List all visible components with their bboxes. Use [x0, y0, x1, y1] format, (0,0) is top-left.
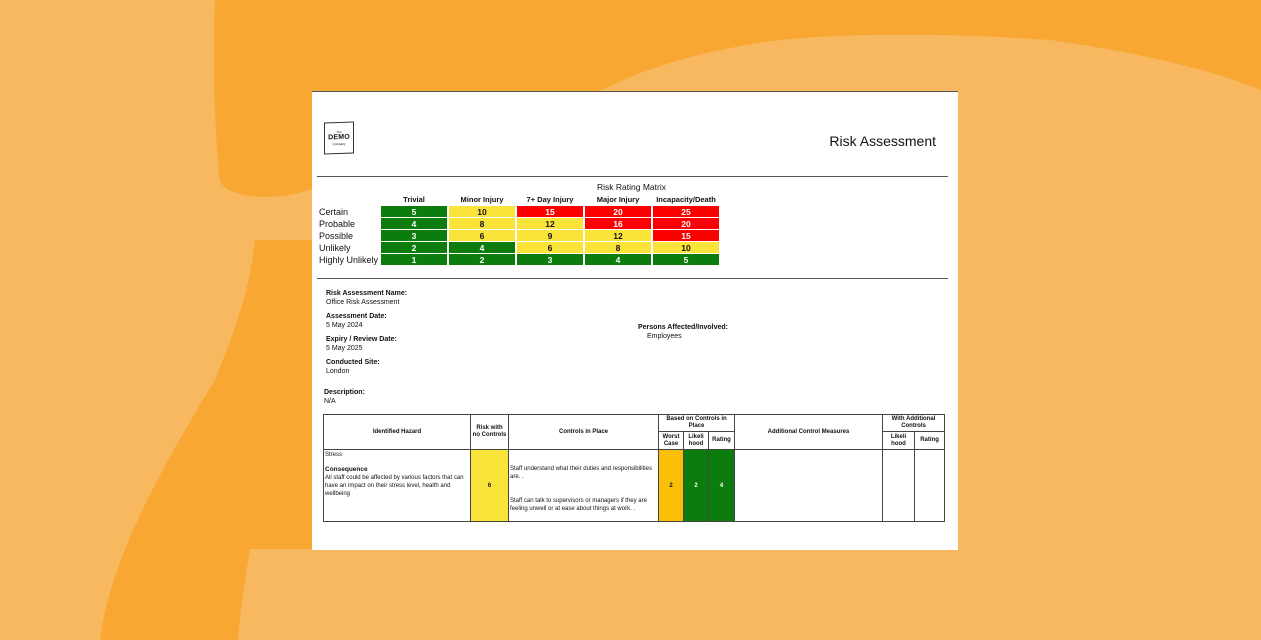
matrix-cell: 9	[517, 230, 583, 241]
matrix-cell: 1	[381, 254, 447, 265]
matrix-cell: 2	[449, 254, 515, 265]
col-header-wa-likelihood: Likeli hood	[883, 432, 915, 450]
hazard-table	[323, 414, 945, 522]
rating-cell: 4	[709, 450, 735, 522]
matrix-cell: 6	[449, 230, 515, 241]
matrix-col-header: Minor Injury	[460, 195, 504, 204]
field-label: Expiry / Review Date:	[326, 336, 397, 343]
document-title: Risk Assessment	[829, 133, 936, 149]
additional-controls-cell	[735, 450, 883, 522]
matrix-col-header: Incapacity/Death	[656, 195, 716, 204]
matrix-row-label: Certain	[319, 206, 349, 217]
field-expiry-date	[326, 335, 397, 353]
field-label: Persons Affected/Involved:	[638, 324, 728, 331]
matrix-cell: 8	[585, 242, 651, 253]
matrix-col-header: Trivial	[403, 195, 425, 204]
matrix-cell: 15	[517, 206, 583, 217]
header-divider	[317, 176, 948, 177]
matrix-cell: 4	[381, 218, 447, 229]
matrix-cell: 12	[517, 218, 583, 229]
col-header-additional: Additional Control Measures	[735, 415, 883, 450]
matrix-cell: 10	[449, 206, 515, 217]
matrix-row-label: Highly Unlikely	[319, 254, 379, 265]
matrix-cell: 10	[653, 242, 719, 253]
field-assessment-name	[326, 289, 407, 307]
logo-text-demo: DEMO	[328, 133, 350, 142]
field-label: Description:	[324, 389, 365, 396]
matrix-cell: 20	[653, 218, 719, 229]
col-header-rating: Rating	[709, 432, 735, 450]
field-persons-affected	[638, 323, 728, 341]
table-row	[324, 450, 945, 522]
matrix-row	[319, 218, 719, 229]
hazard-cell	[324, 450, 471, 522]
col-header-with-additional: With Additional Controls	[883, 415, 945, 432]
field-label: Risk Assessment Name:	[326, 290, 408, 297]
matrix-row	[319, 230, 719, 241]
matrix-cell: 6	[517, 242, 583, 253]
matrix-row	[319, 254, 719, 265]
matrix-cell: 5	[653, 254, 719, 265]
col-header-likelihood: Likeli hood	[684, 432, 709, 450]
matrix-cell: 8	[449, 218, 515, 229]
field-assessment-date	[326, 312, 387, 330]
matrix-row	[319, 242, 719, 253]
col-header-risk-no-controls: Risk with no Controls	[471, 415, 509, 450]
risk-assessment-document	[312, 91, 958, 550]
consequence-text: All staff could be affected by various factors that can have an impact on their stress level, health and wellbeing	[325, 475, 464, 497]
field-conducted-site	[326, 358, 380, 376]
matrix-cell: 12	[585, 230, 651, 241]
matrix-col-header: 7+ Day Injury	[526, 195, 574, 204]
matrix-cell: 15	[653, 230, 719, 241]
field-label: Assessment Date:	[326, 313, 387, 320]
matrix-divider	[317, 278, 948, 279]
matrix-title: Risk Rating Matrix	[597, 182, 666, 192]
logo-text-company: Company	[332, 141, 346, 147]
logo-text-the: The	[336, 129, 342, 135]
matrix-cell: 3	[517, 254, 583, 265]
wa-rating-cell	[915, 450, 945, 522]
worst-case-cell: 2	[659, 450, 684, 522]
consequence-label: Consequence	[325, 466, 368, 473]
matrix-col-header: Major Injury	[596, 195, 640, 204]
field-description	[324, 388, 365, 406]
matrix-corner	[319, 194, 379, 205]
field-value: 5 May 2025	[326, 345, 363, 352]
matrix-row	[319, 206, 719, 217]
control-item: Staff can talk to supervisors or managers if they are feeling unwell or at ease about things at work. .	[510, 497, 647, 512]
field-label: Conducted Site:	[326, 359, 380, 366]
controls-cell	[509, 450, 659, 522]
matrix-cell: 25	[653, 206, 719, 217]
matrix-cell: 3	[381, 230, 447, 241]
field-value: 5 May 2024	[326, 322, 363, 329]
matrix-cell: 4	[585, 254, 651, 265]
matrix-row-label: Unlikely	[319, 242, 351, 253]
risk-rating-matrix	[317, 193, 721, 266]
matrix-cell: 4	[449, 242, 515, 253]
likelihood-cell: 2	[684, 450, 709, 522]
field-value: Employees	[647, 333, 682, 340]
wa-likelihood-cell	[883, 450, 915, 522]
company-logo	[324, 121, 354, 154]
col-header-worst-case: Worst Case	[659, 432, 684, 450]
matrix-cell: 2	[381, 242, 447, 253]
matrix-cell: 20	[585, 206, 651, 217]
risk-no-controls-cell: 6	[471, 450, 509, 522]
control-item: Staff understand what their duties and responsibilities are. .	[510, 465, 652, 480]
hazard-name: Stress	[325, 452, 343, 458]
matrix-row-label: Possible	[319, 230, 354, 241]
col-header-wa-rating: Rating	[915, 432, 945, 450]
matrix-cell: 5	[381, 206, 447, 217]
field-value: N/A	[324, 398, 336, 405]
matrix-cell: 16	[585, 218, 651, 229]
col-header-hazard: Identified Hazard	[324, 415, 471, 450]
col-header-controls: Controls in Place	[509, 415, 659, 450]
matrix-row-label: Probable	[319, 218, 356, 229]
col-header-based-on-controls: Based on Controls in Place	[659, 415, 735, 432]
field-value: London	[326, 368, 350, 375]
field-value: Office Risk Assessment	[326, 299, 400, 306]
